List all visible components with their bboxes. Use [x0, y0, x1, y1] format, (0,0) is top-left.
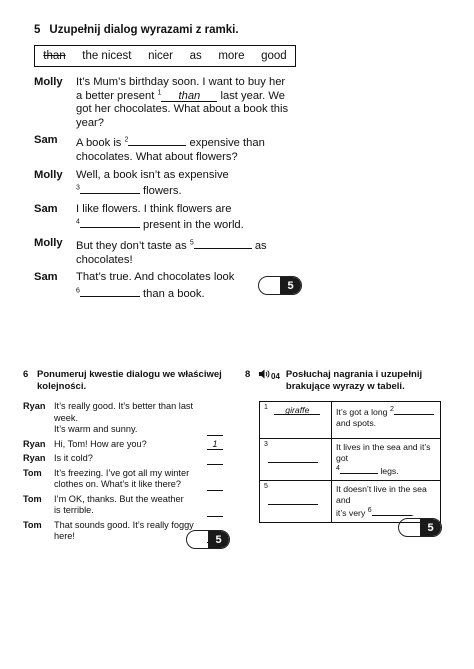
score-box [258, 276, 302, 295]
dialog-text-part: present in the world. [139, 219, 244, 232]
audio-track[interactable] [259, 369, 280, 393]
gap-number: 3 [76, 184, 80, 192]
word-box-item: than [43, 50, 66, 62]
gap-number: 5 [189, 239, 194, 247]
speaker-name: Ryan [23, 453, 46, 463]
speaker-name: Molly [34, 76, 63, 88]
table-row [260, 439, 441, 481]
speaker-name: Tom [23, 519, 42, 530]
dialog-text [76, 216, 302, 233]
dialog-text [76, 90, 302, 104]
table-cell [260, 402, 332, 439]
word-box-item: more [218, 50, 245, 62]
table-cell [260, 481, 332, 523]
exercise-6-title [23, 369, 223, 393]
gap-number: 6 [367, 507, 372, 515]
dialog-line [54, 468, 207, 491]
dialog-text: got her chocolates. What about a book this [76, 103, 289, 116]
answer-gap[interactable]: than [161, 90, 217, 102]
answer-gap[interactable] [128, 134, 186, 146]
dialog-line [76, 134, 302, 164]
gap-number: 4 [336, 465, 340, 473]
exercise-instruction: Posłuchaj nagrania i uzupełnij brakujące wyrazy w tabeli. [285, 369, 423, 392]
dialog-text: Is it cold? [54, 453, 93, 463]
answer-gap[interactable]: giraffe [274, 405, 320, 415]
dialog-text-part: as [251, 239, 267, 252]
score-value: 5 [208, 531, 229, 548]
exercise-8 [245, 369, 445, 523]
dialog-line [54, 401, 207, 436]
clue-text: legs. [380, 466, 399, 476]
answer-gap[interactable] [268, 495, 318, 505]
word-box-item: the nicest [82, 50, 132, 62]
exercise-6 [23, 369, 223, 543]
answer-gap[interactable] [80, 216, 140, 228]
dialog-line [76, 203, 302, 233]
dialog [34, 76, 302, 301]
dialog-text: clothes on. What’s it like there? [54, 479, 181, 489]
dialog-text [76, 182, 302, 199]
dialog-text-part: a better present [76, 89, 158, 102]
answer-gap[interactable] [340, 464, 378, 474]
dialog-line [54, 439, 207, 451]
answer-gap[interactable] [80, 285, 140, 297]
order-box[interactable] [207, 454, 223, 465]
dialog [23, 401, 223, 543]
exercise-8-title [245, 369, 445, 393]
dialog-text: It’s Mum’s birthday soon. I want to buy her [76, 76, 286, 88]
word-box-item: as [189, 50, 202, 62]
dialog-text-part: last year. We [217, 89, 285, 102]
dialog-text: chocolates. What about flowers? [76, 150, 238, 163]
dialog-text-part: But they don’t taste as [76, 239, 190, 252]
gap-number: 1 [157, 88, 162, 96]
dialog-text: It’s warm and sunny. [54, 424, 138, 434]
table-cell [260, 439, 332, 481]
clue-text: and spots. [336, 418, 377, 428]
exercise-5-title [34, 24, 302, 36]
table-row [260, 481, 441, 523]
exercise-5 [34, 24, 302, 301]
exercise-instruction: Uzupełnij dialog wyrazami z ramki. [49, 24, 239, 36]
score-box [398, 518, 442, 537]
table-row [260, 402, 441, 439]
gap-number: 2 [389, 406, 394, 414]
speaker-name: Molly [34, 168, 63, 181]
answer-gap[interactable] [80, 182, 140, 194]
gap-number: 2 [124, 136, 129, 144]
dialog-text: That’s true. And chocolates look [76, 271, 235, 284]
dialog-text [76, 237, 302, 254]
exercise-number: 5 [34, 24, 41, 36]
order-box[interactable]: 1 [207, 439, 223, 450]
dialog-text: That sounds good. It’s really foggy here! [54, 519, 194, 541]
dialog-line [54, 520, 207, 543]
score-box [186, 530, 230, 549]
speaker-name: Sam [34, 202, 58, 215]
order-box[interactable] [207, 506, 223, 517]
track-number: 04 [271, 372, 280, 381]
answer-gap[interactable] [372, 506, 412, 516]
clue-text: it’s very [336, 508, 368, 518]
answer-gap[interactable] [268, 453, 318, 463]
gap-number: 3 [264, 441, 268, 449]
gap-number: 1 [264, 404, 268, 412]
dialog-text-part: expensive than [186, 137, 265, 150]
dialog-text: It’s freezing. I’ve got all my winter [54, 467, 190, 478]
answer-table [259, 401, 441, 523]
dialog-text: year? [76, 116, 104, 129]
dialog-text-part: than a book. [139, 287, 205, 300]
table-cell: It doesn’t live in the sea and it’s very $^6$ . [332, 481, 441, 523]
dialog-line [76, 237, 302, 267]
dialog-text: It’s really good. It’s better than last week. [54, 401, 194, 423]
speaker-name: Ryan [23, 401, 46, 411]
exercise-number: 8 [245, 369, 251, 380]
dialog-text: chocolates! [76, 253, 133, 266]
answer-gap[interactable] [394, 405, 434, 415]
score-value: 5 [280, 277, 301, 294]
order-box[interactable] [207, 425, 223, 436]
clue-text: It doesn’t live in the sea and [336, 484, 427, 505]
table-cell [332, 402, 441, 439]
speaker-icon [259, 369, 271, 379]
speaker-name: Ryan [23, 438, 46, 449]
word-box-item: good [261, 50, 287, 62]
exercise-number: 6 [23, 369, 29, 380]
dialog-text: is terrible. [54, 505, 94, 515]
speaker-name: Sam [34, 271, 58, 284]
dialog-text-part: flowers. [139, 185, 182, 198]
gap-number: 6 [76, 286, 80, 294]
dialog-line [76, 169, 302, 199]
dialog-text [76, 134, 302, 151]
answer-gap[interactable] [194, 237, 252, 249]
dialog-line [54, 453, 207, 465]
speaker-name: Molly [34, 236, 63, 249]
dialog-line [54, 494, 207, 517]
speaker-name: Sam [34, 134, 58, 147]
score-value: 5 [420, 519, 441, 536]
dialog-text: I like flowers. I think flowers are [76, 202, 232, 215]
gap-number: 4 [76, 218, 80, 226]
gap-number: 5 [264, 483, 268, 491]
clue-text: It’s got a long [336, 407, 390, 417]
speaker-name: Tom [23, 493, 42, 504]
dialog-line [76, 76, 302, 130]
table-cell [332, 439, 441, 481]
exercise-instruction: Ponumeruj kwestie dialogu we właściwej kolejności. [37, 369, 222, 392]
word-box [34, 45, 296, 67]
dialog-text: Hi, Tom! How are you? [54, 438, 147, 449]
speaker-name: Tom [23, 467, 42, 478]
clue-text: It lives in the sea and it’s got [336, 442, 431, 463]
order-box[interactable] [207, 480, 223, 491]
dialog-text-part: A book is [76, 137, 125, 150]
dialog-text: Well, a book isn’t as expensive [76, 168, 229, 181]
dialog-text: I’m OK, thanks. But the weather [54, 493, 184, 504]
word-box-item: nicer [148, 50, 173, 62]
